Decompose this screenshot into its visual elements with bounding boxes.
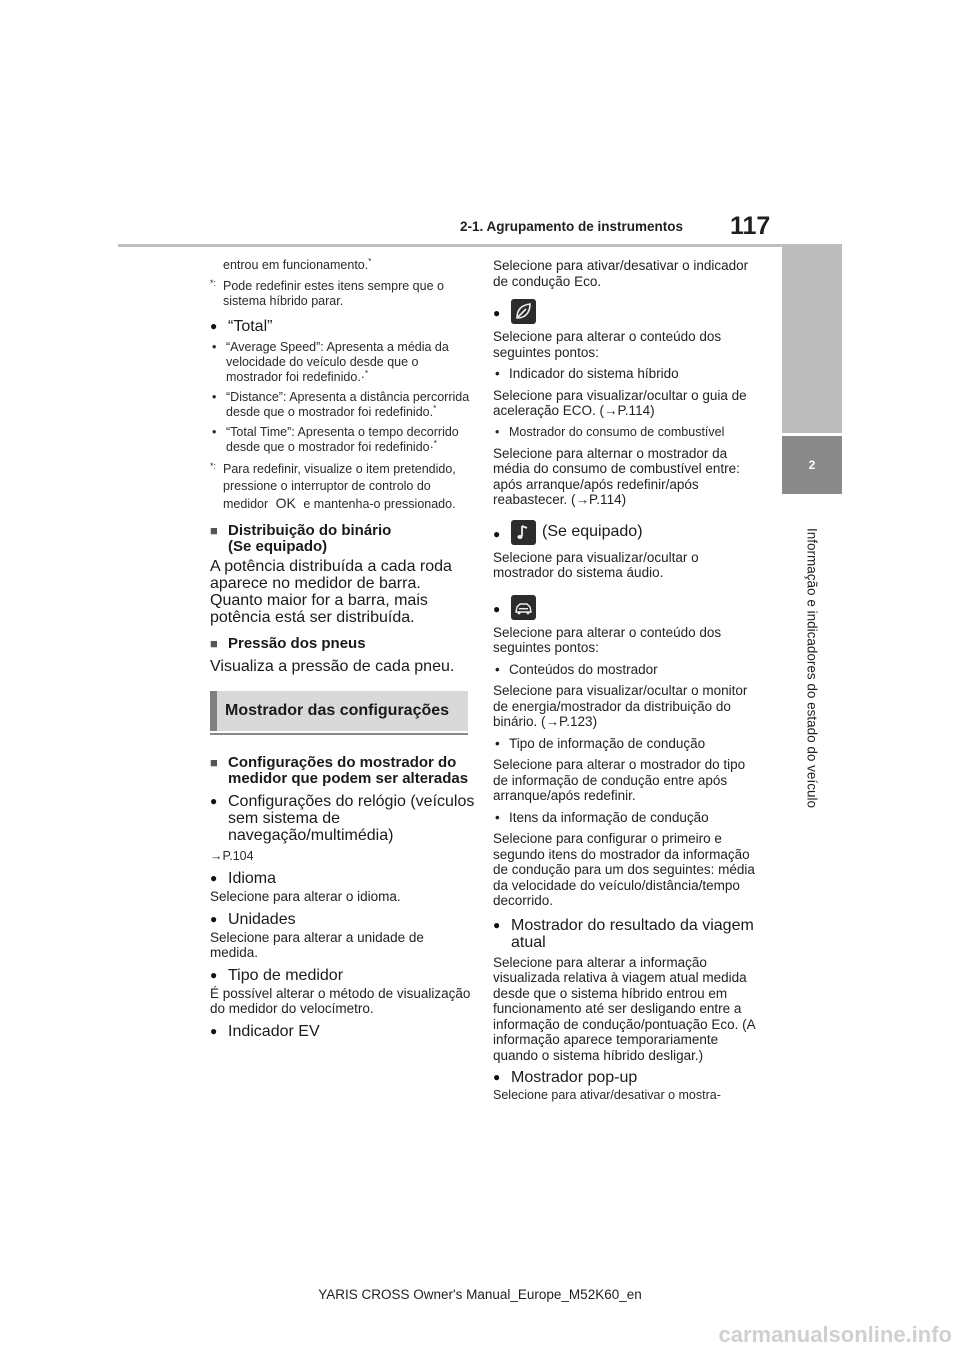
banner-title: Mostrador das configurações — [210, 691, 468, 731]
footer-manual-id: YARIS CROSS Owner's Manual_Europe_M52K60_en — [318, 1287, 642, 1302]
units-body: Selecione para alterar a unidade de medida. — [210, 929, 424, 960]
clock-heading: ● Configurações do relógio (veículos sem sistema de navegação/multimédia) — [210, 793, 475, 844]
eco-sub1-body: Selecione para visualizar/ocultar o guia de aceleração ECO. (→P.114) — [493, 387, 747, 418]
config-heading: ■ Configurações do mostrador do medidor que podem ser alteradas — [210, 755, 475, 787]
left-column — [210, 258, 475, 1040]
right-column — [493, 258, 755, 1103]
page-number: 117 — [730, 212, 771, 240]
meter-type-body: É possível alterar o método de visualização do medidor do velocímetro. — [210, 985, 471, 1016]
trip-body: Selecione para alterar a informação visualizada relativa à viagem atual medida desde que o sistema híbrido entrou em funcionamento até ser desligando entre a informação de condução/pontuação Eco. (A informação aparece temporariamente quando o sistema híbrido desligar.) — [493, 954, 755, 1063]
tire-heading: ■ Pressão dos pneus — [210, 636, 475, 652]
list-item: • Indicador do sistema híbrido — [493, 366, 755, 382]
music-note-icon — [511, 520, 536, 545]
side-tab-top-band — [782, 247, 842, 433]
torque-body: A potência distribuída a cada roda aparece no medidor de barra. Quanto maior for a barra, mais potência está ser distribuída. — [210, 558, 452, 626]
ev-body: Selecione para ativar/desativar o indicador de condução Eco. — [493, 258, 749, 289]
audio-body: Selecione para visualizar/ocultar o mostrador do sistema áudio. — [493, 549, 699, 580]
ev-heading: ● Indicador EV — [210, 1023, 475, 1040]
total-heading: ● “Total” — [210, 318, 475, 335]
ok-button-icon: OK — [275, 495, 296, 511]
units-heading: ● Unidades — [210, 911, 475, 928]
leaf-icon — [511, 299, 536, 324]
language-body: Selecione para alterar o idioma. — [210, 889, 401, 904]
clock-reference: →P.104 — [210, 849, 254, 863]
list-item: • Conteúdos do mostrador — [493, 662, 755, 678]
torque-heading: ■ Distribuição do binário (Se equipado) — [210, 523, 475, 555]
section-title: 2-1. Agrupamento de instrumentos — [460, 219, 684, 234]
language-heading: ● Idioma — [210, 870, 475, 887]
intro-text: entrou em funcionamento.* — [223, 256, 372, 272]
audio-label: (Se equipado) — [542, 523, 643, 540]
popup-body: Selecione para ativar/desativar o mostra- — [493, 1088, 721, 1102]
tire-body: Visualiza a pressão de cada pneu. — [210, 658, 455, 675]
chapter-tab: 2 — [782, 436, 842, 494]
list-item: • “Total Time”: Apresenta o tempo decorrido desde que o mostrador foi redefinido·* — [210, 425, 475, 455]
drive-sub3-body: Selecione para configurar o primeiro e segundo itens do mostrador da informação de condução para um dos seguintes: média da velocidade do veículo/distância/tempo decorrido. — [493, 831, 755, 908]
car-info-icon — [511, 595, 536, 620]
popup-heading: ● Mostrador pop-up — [493, 1069, 755, 1086]
footnote-reset: *: Pode redefinir estes itens sempre que o sistema híbrido parar. — [210, 278, 444, 308]
watermark: carmanualsonline.info — [718, 1322, 952, 1347]
list-item: • “Average Speed”: Apresenta a média da velocidade do veículo desde que o mostrador foi redefinido.·* — [210, 340, 475, 385]
footnote-redefine: *: Para redefinir, visualize o item pretendido, pressione o interruptor de controlo do medidor OK e mantenha-o pressionado. — [210, 461, 456, 511]
drive-info-item — [493, 595, 755, 621]
list-item: • Itens da informação de condução — [493, 810, 755, 826]
chapter-label: Informação e indicadores do estado do veículo — [804, 528, 820, 808]
eco-item — [493, 299, 755, 325]
settings-banner — [210, 691, 475, 735]
list-item: • Mostrador do consumo de combustível — [493, 425, 755, 440]
eco-sub2-body: Selecione para alternar o mostrador da média do consumo de combustível entre: após arranque/após redefinir/após reabastecer. (→P.114) — [493, 445, 740, 507]
header-divider — [118, 244, 842, 247]
audio-item — [493, 520, 755, 546]
drive-sub1-body: Selecione para visualizar/ocultar o monitor de energia/mostrador da distribuição do binário. (→P.123) — [493, 683, 748, 729]
trip-heading: ● Mostrador do resultado da viagem atual — [493, 917, 755, 951]
drive-intro: Selecione para alterar o conteúdo dos seguintes pontos: — [493, 624, 722, 655]
meter-type-heading: ● Tipo de medidor — [210, 967, 475, 984]
list-item: • Tipo de informação de condução — [493, 736, 755, 752]
banner-underline — [210, 733, 468, 735]
drive-sub2-body: Selecione para alterar o mostrador do tipo de informação de condução entre após arranque/após redefinir. — [493, 757, 746, 803]
list-item: • “Distance”: Apresenta a distância percorrida desde que o mostrador foi redefinido.* — [210, 390, 475, 420]
eco-intro: Selecione para alterar o conteúdo dos seguintes pontos: — [493, 329, 722, 360]
